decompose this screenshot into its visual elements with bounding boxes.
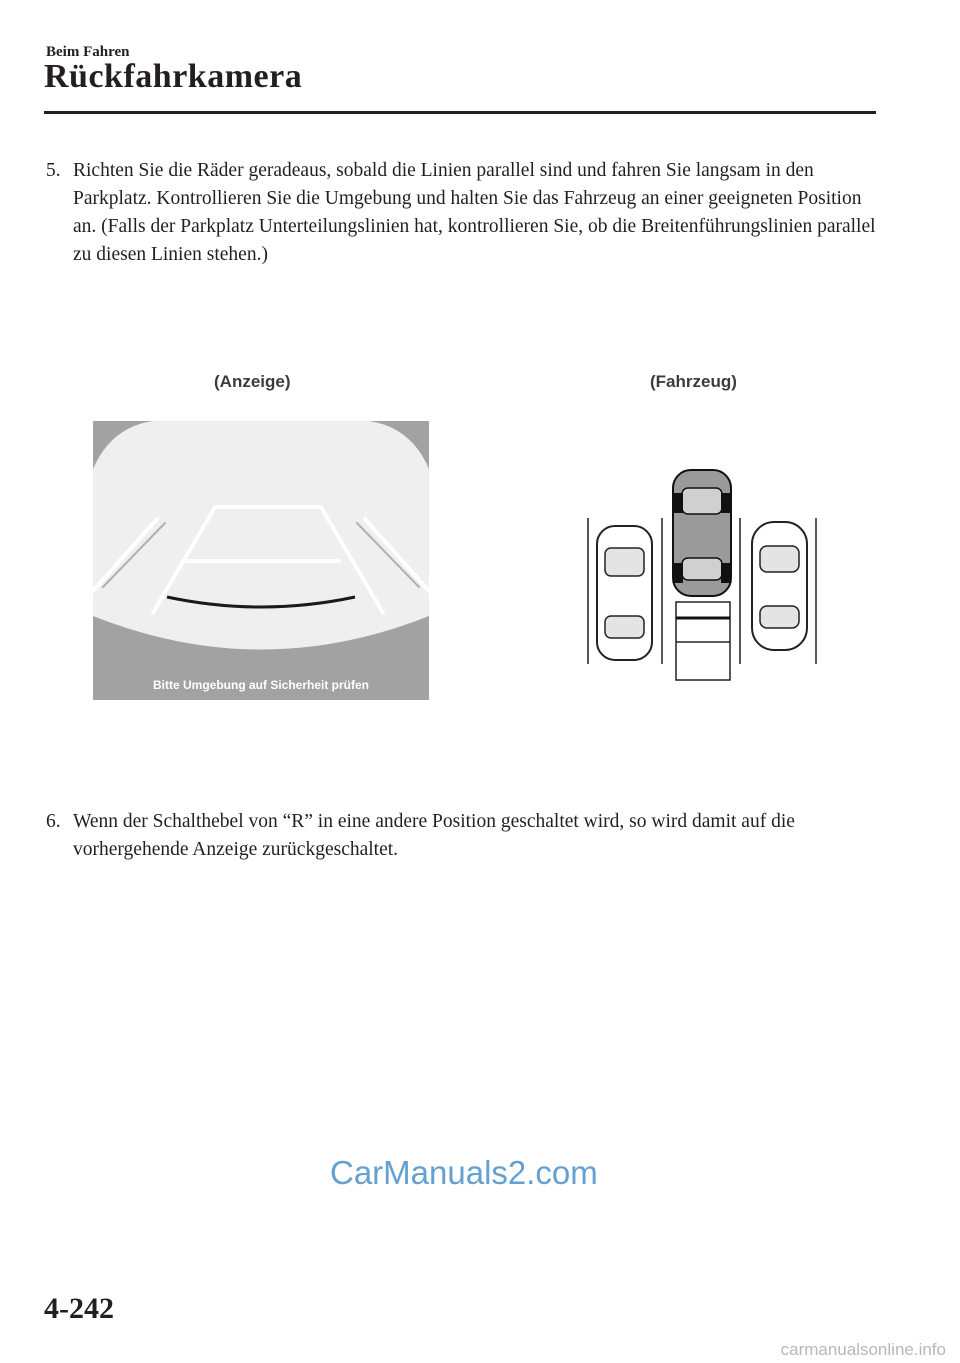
vehicle-caption: (Fahrzeug) [650, 372, 737, 391]
step-5 [46, 157, 876, 269]
step-text: Richten Sie die Räder geradeaus, sobald die Linien parallel sind und fahren Sie langsam in den Parkplatz. Kontrollieren Sie die Umgebung und halten Sie das Fahrzeug an einer geeigneten Position an. (Falls der Parkplatz Unterteilungslinien hat, kontrollieren Sie, ob die Breitenführungslinien parallel zu diesen Linien stehen.) [73, 160, 876, 265]
page-title: Rückfahrkamera [44, 58, 303, 95]
step-number: 5. [46, 160, 61, 181]
title-rule [44, 111, 876, 114]
page-number: 4-242 [44, 1292, 114, 1325]
display-caption: (Anzeige) [214, 372, 291, 391]
parking-vehicle-figure [576, 466, 828, 682]
watermark-logo: CarManuals2.com [330, 1154, 598, 1191]
section-label: Beim Fahren [46, 44, 130, 60]
step-6 [46, 808, 876, 864]
step-text: Wenn der Schalthebel von “R” in eine andere Position geschaltet wird, so wird damit auf die vorhergehende Anzeige zurückgeschaltet. [73, 811, 795, 860]
parked-car-right [752, 522, 807, 650]
parked-car-left [597, 526, 652, 660]
step-number: 6. [46, 811, 61, 832]
screen-message: Bitte Umgebung auf Sicherheit prüfen [152, 678, 370, 692]
watermark-site: carmanualsonline.info [780, 1340, 946, 1359]
reversing-car [673, 470, 731, 596]
camera-display-figure [93, 421, 429, 700]
